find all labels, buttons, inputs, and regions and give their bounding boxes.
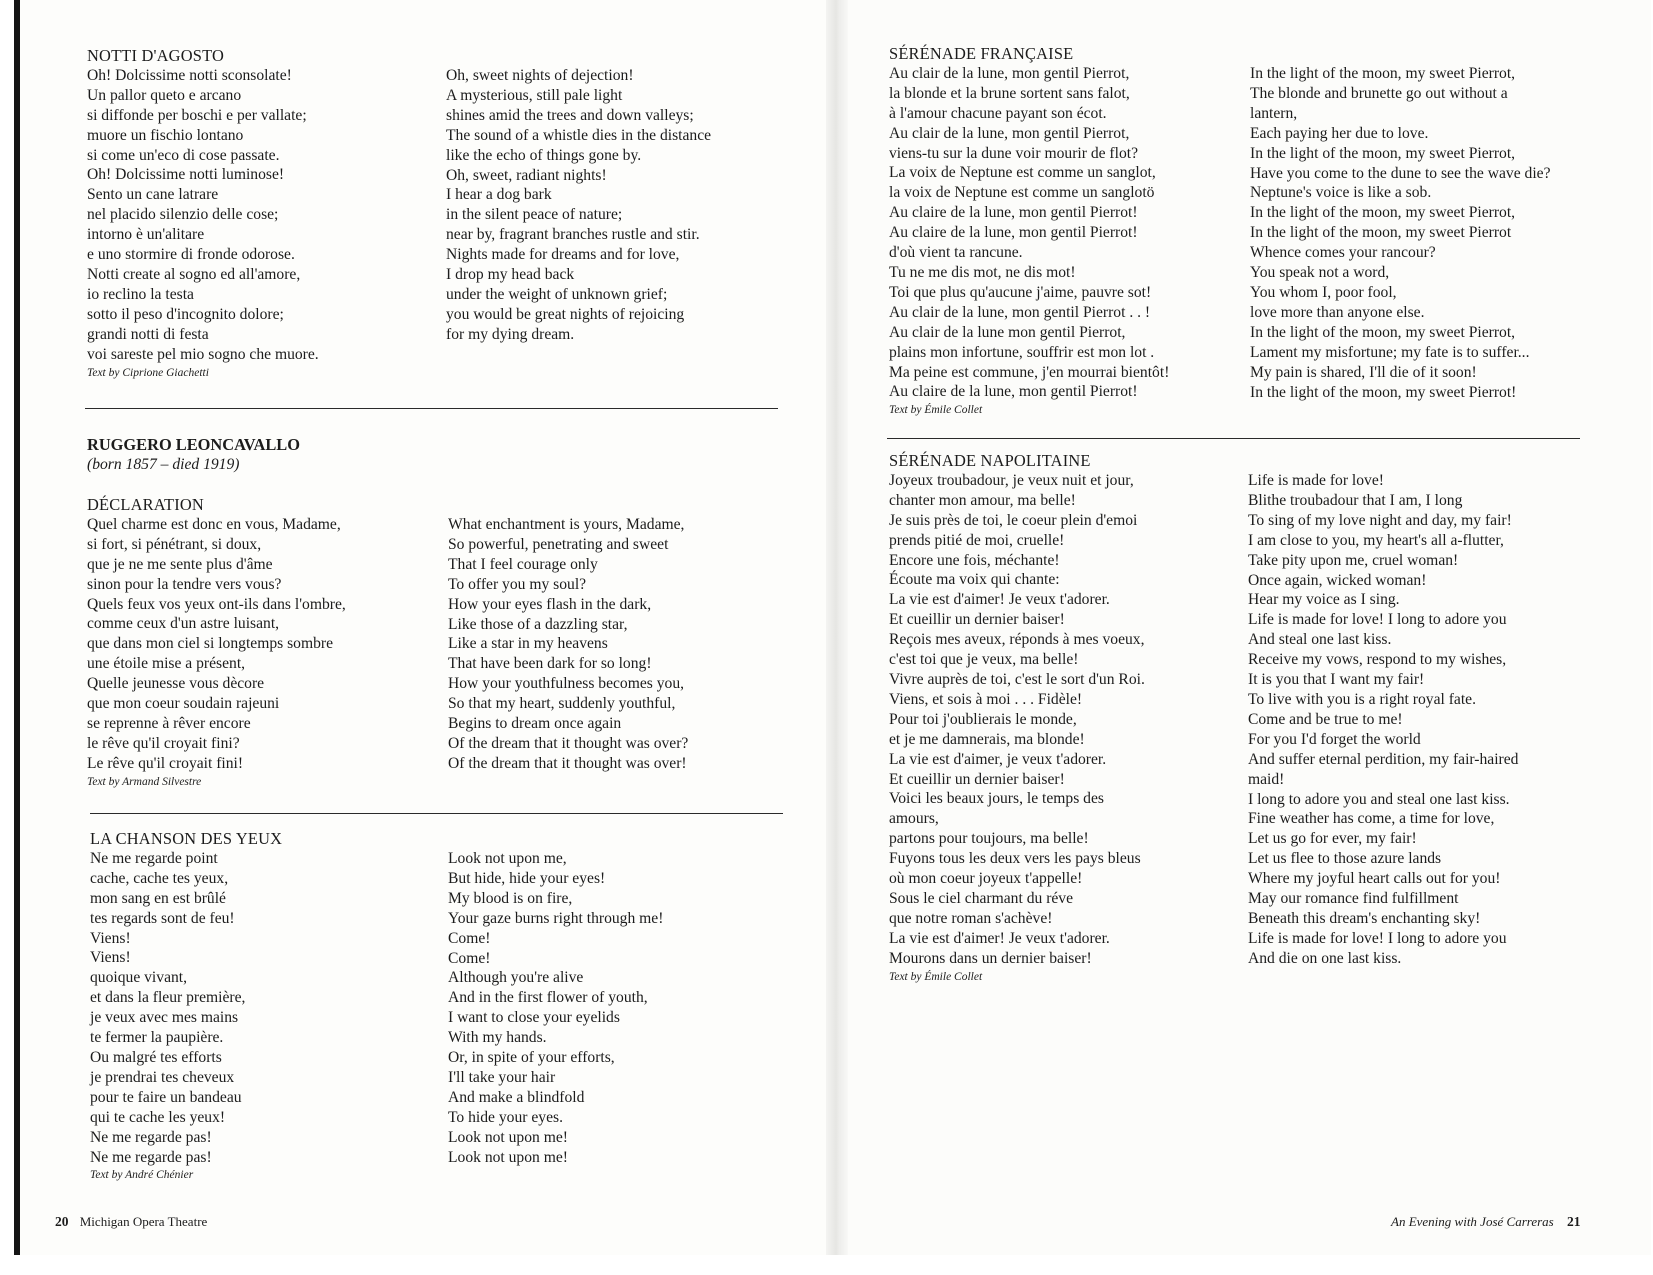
lyric-line: Look not upon me!: [448, 1128, 568, 1146]
section-divider: [90, 813, 783, 814]
napolitaine-original-column: [889, 451, 1239, 985]
lyric-line: To hide your eyes.: [448, 1108, 563, 1126]
lyric-line: Quel charme est donc en vous, Madame,: [87, 515, 341, 533]
lyric-line: I'll take your hair: [448, 1068, 556, 1086]
lyric-line: In the light of the moon, my sweet Pierrot: [1250, 224, 1512, 242]
lyric-line: In the light of the moon, my sweet Pierrot,: [1250, 323, 1516, 341]
lyrics-translation: [1248, 471, 1608, 969]
song-title: DÉCLARATION: [87, 495, 204, 514]
lyric-line: Begins to dream once again: [448, 715, 622, 733]
lyric-line: To sing of my love night and day, my fair!: [1248, 511, 1512, 529]
section-divider: [887, 438, 1580, 439]
lyric-line: chanter mon amour, ma belle!: [889, 491, 1076, 509]
lyric-line: Let us go for ever, my fair!: [1248, 830, 1417, 848]
chanson-original-column: [90, 829, 420, 1183]
lyric-line: que mon coeur soudain rajeuni: [87, 695, 280, 713]
lyric-line: Where my joyful heart calls out for you!: [1248, 870, 1501, 888]
lyric-line: Like those of a dazzling star,: [448, 615, 628, 633]
lyric-line: Quels feux vos yeux ont-ils dans l'ombre,: [87, 595, 346, 613]
lyric-line: Whence comes your rancour?: [1250, 244, 1436, 262]
lyric-line: Au clair de la lune mon gentil Pierrot,: [889, 323, 1126, 341]
lyric-line: Although you're alive: [448, 969, 584, 987]
lyric-line: La vie est d'aimer, je veux t'adorer.: [889, 750, 1107, 768]
lyric-line: Oh, sweet nights of dejection!: [446, 67, 634, 84]
lyric-line: comme ceux d'un astre luisant,: [87, 615, 280, 633]
lyric-line: Au clair de la lune, mon gentil Pierrot,: [889, 64, 1130, 82]
declaration-translation-column: [448, 515, 788, 774]
lyric-line: Je suis près de toi, le coeur plein d'emoi: [889, 511, 1138, 529]
lyrics-original: [87, 515, 427, 774]
lyric-line: muore un fischio lontano: [87, 126, 244, 144]
lyrics-original: [87, 66, 417, 365]
composer-dates: (born 1857 – died 1919): [87, 455, 240, 473]
text-credit: Text by Émile Collet: [889, 970, 983, 983]
lyric-line: In the light of the moon, my sweet Pierrot,: [1250, 204, 1516, 222]
lyric-line: La vie est d'aimer! Je veux t'adorer.: [889, 591, 1110, 609]
lyric-line: Sento un cane latrare: [87, 186, 219, 204]
lyric-line: Or, in spite of your efforts,: [448, 1049, 615, 1067]
lyric-line: Au clair de la lune, mon gentil Pierrot,: [889, 124, 1130, 142]
lyric-line: like the echo of things gone by.: [446, 146, 642, 164]
lyric-line: Quelle jeunesse vous dècore: [87, 675, 265, 693]
lyric-line: Of the dream that it thought was over?: [448, 734, 689, 752]
lyric-line: prends pitié de moi, cruelle!: [889, 531, 1065, 549]
lyric-line: Beneath this dream's enchanting sky!: [1248, 909, 1481, 927]
lyric-line: Joyeux troubadour, je veux nuit et jour,: [889, 471, 1134, 489]
lyric-line: My blood is on fire,: [448, 889, 573, 907]
lyric-line: To live with you is a right royal fate.: [1248, 690, 1476, 708]
lyric-line: Ne me regarde pas!: [90, 1128, 212, 1146]
lyric-line: Look not upon me,: [448, 850, 567, 867]
lyric-line: Au clair de la lune, mon gentil Pierrot . . !: [889, 303, 1151, 321]
lyric-line: Tu ne me dis mot, ne dis mot!: [889, 263, 1076, 281]
lyric-line: Blithe troubadour that I am, I long: [1248, 491, 1463, 509]
lyric-line: Oh! Dolcissime notti sconsolate!: [87, 66, 292, 84]
lyric-line: pour te faire un bandeau: [90, 1088, 242, 1106]
lyric-line: Come and be true to me!: [1248, 710, 1403, 728]
lyric-line: Et cueillir un dernier baiser!: [889, 770, 1065, 788]
lyric-line: La vie est d'aimer! Je veux t'adorer.: [889, 929, 1110, 947]
lyric-line: Viens!: [90, 929, 131, 947]
lyric-line: Life is made for love!: [1248, 472, 1384, 489]
lyric-line: Hear my voice as I sing.: [1248, 591, 1400, 609]
lyric-line: La voix de Neptune est comme un sanglot,: [889, 164, 1156, 182]
lyric-line: I want to close your eyelids: [448, 1009, 620, 1027]
lyric-line: And in the first flower of youth,: [448, 989, 648, 1007]
lyric-line: Voici les beaux jours, le temps des: [889, 790, 1104, 808]
lyric-line: Oh! Dolcissime notti luminose!: [87, 166, 285, 184]
lyric-line: lantern,: [1250, 104, 1298, 122]
lyric-line: que dans mon ciel si longtemps sombre: [87, 635, 333, 653]
declaration-original-column: [87, 495, 427, 790]
lyric-line: The blonde and brunette go out without a: [1250, 84, 1508, 102]
lyric-line: Take pity upon me, cruel woman!: [1248, 551, 1459, 569]
lyric-line: sotto il peso d'incognito dolore;: [87, 305, 284, 323]
lyric-line: Toi que plus qu'aucune j'aime, pauvre sot!: [889, 283, 1152, 301]
lyric-line: To offer you my soul?: [448, 575, 587, 593]
lyrics-translation: [1250, 64, 1630, 402]
napolitaine-translation-column: [1248, 471, 1608, 969]
lyric-line: amours,: [889, 810, 939, 828]
lyric-line: c'est toi que je veux, ma belle!: [889, 651, 1079, 669]
lyric-line: Look not upon me!: [448, 1148, 568, 1166]
song-title: SÉRÉNADE NAPOLITAINE: [889, 451, 1091, 470]
lyrics-translation: [448, 515, 788, 774]
francaise-translation-column: [1250, 64, 1630, 402]
lyric-line: I long to adore you and steal one last kiss.: [1248, 790, 1510, 808]
lyric-line: si come un'eco di cose passate.: [87, 146, 280, 164]
lyrics-original: [889, 471, 1239, 969]
song-title: NOTTI D'AGOSTO: [87, 46, 225, 65]
book-gutter: [826, 0, 848, 1255]
lyric-line: Have you come to the dune to see the wave die?: [1250, 164, 1551, 182]
lyric-line: tes regards sont de feu!: [90, 909, 235, 927]
lyric-line: cache, cache tes yeux,: [90, 869, 229, 887]
lyric-line: Once again, wicked woman!: [1248, 571, 1427, 589]
lyric-line: Écoute ma voix qui chante:: [889, 571, 1060, 589]
lyric-line: je prendrai tes cheveux: [90, 1068, 235, 1086]
lyric-line: io reclino la testa: [87, 285, 194, 303]
section-divider: [85, 408, 778, 409]
page-number: 20: [55, 1214, 69, 1229]
lyric-line: Of the dream that it thought was over!: [448, 754, 687, 772]
lyric-line: In the light of the moon, my sweet Pierrot,: [1250, 144, 1516, 162]
lyric-line: la voix de Neptune est comme un sanglotö: [889, 184, 1155, 202]
song-title: SÉRÉNADE FRANÇAISE: [889, 44, 1074, 63]
lyric-line: That have been dark for so long!: [448, 655, 652, 673]
lyric-line: A mysterious, still pale light: [446, 86, 623, 104]
lyric-line: Fine weather has come, a time for love,: [1248, 810, 1495, 828]
lyric-line: And make a blindfold: [448, 1088, 585, 1106]
lyric-line: Lament my misfortune; my fate is to suffer...: [1250, 343, 1530, 361]
lyric-line: My pain is shared, I'll die of it soon!: [1250, 363, 1477, 381]
lyric-line: viens-tu sur la dune voir mourir de flot?: [889, 144, 1139, 162]
lyric-line: d'où vient ta rancune.: [889, 244, 1023, 262]
lyric-line: Au claire de la lune, mon gentil Pierrot!: [889, 204, 1138, 222]
publication-name: Michigan Opera Theatre: [79, 1214, 208, 1229]
lyric-line: si diffonde per boschi e per vallate;: [87, 106, 307, 124]
lyric-line: I hear a dog bark: [446, 186, 552, 204]
lyric-line: que je ne me sente plus d'âme: [87, 555, 273, 573]
lyrics-original: [889, 64, 1249, 402]
lyric-line: Sous le ciel charmant du réve: [889, 889, 1074, 907]
lyric-line: I am close to you, my heart's all a-flutter,: [1248, 531, 1504, 549]
lyric-line: Reçois mes aveux, réponds à mes voeux,: [889, 631, 1145, 649]
lyrics-original: [90, 849, 420, 1168]
lyric-line: voi sareste pel mio sogno che muore.: [87, 345, 319, 363]
lyric-line: And die on one last kiss.: [1248, 949, 1402, 967]
lyric-line: Fuyons tous les deux vers les pays bleus: [889, 850, 1141, 868]
lyric-line: How your youthfulness becomes you,: [448, 675, 685, 693]
lyric-line: Viens, et sois à moi . . . Fidèle!: [889, 690, 1083, 708]
publication-name: An Evening with José Carreras: [1391, 1214, 1554, 1229]
lyric-line: Ma peine est commune, j'en mourrai bientôt!: [889, 363, 1170, 381]
lyric-line: partons pour toujours, ma belle!: [889, 830, 1089, 848]
lyric-line: et je me damnerais, ma blonde!: [889, 730, 1085, 748]
lyric-line: Let us flee to those azure lands: [1248, 850, 1442, 868]
lyric-line: With my hands.: [448, 1029, 547, 1047]
lyric-line: Life is made for love! I long to adore you: [1248, 929, 1507, 947]
song-title: LA CHANSON DES YEUX: [90, 829, 283, 848]
lyric-line: Ne me regarde point: [90, 849, 218, 867]
lyric-line: Ne me regarde pas!: [90, 1148, 212, 1166]
composer-name: RUGGERO LEONCAVALLO: [87, 435, 300, 454]
lyric-line: se reprenne à rêver encore: [87, 714, 251, 732]
lyric-line: Vivre auprès de toi, c'est le sort d'un Roi.: [889, 670, 1145, 688]
lyric-line: How your eyes flash in the dark,: [448, 595, 652, 613]
lyric-line: Each paying her due to love.: [1250, 124, 1429, 142]
chanson-translation-column: [448, 849, 788, 1168]
lyric-line: The sound of a whistle dies in the distance: [446, 126, 712, 144]
left-page-footer: [55, 1214, 207, 1230]
lyric-line: mon sang en est brûlé: [90, 889, 226, 907]
lyrics-translation: [448, 849, 788, 1168]
lyric-line: Like a star in my heavens: [448, 635, 608, 653]
page-number: 21: [1566, 1214, 1581, 1229]
lyric-line: Et cueillir un dernier baiser!: [889, 611, 1065, 629]
lyric-line: love more than anyone else.: [1250, 303, 1425, 321]
lyric-line: So powerful, penetrating and sweet: [448, 535, 669, 553]
lyric-line: la blonde et la brune sortent sans falot,: [889, 84, 1130, 102]
lyric-line: But hide, hide your eyes!: [448, 869, 606, 887]
lyric-line: nel placido silenzio delle cose;: [87, 206, 279, 224]
lyric-line: e uno stormire di fronde odorose.: [87, 246, 295, 264]
lyric-line: à l'amour chacune payant son écot.: [889, 104, 1107, 122]
lyric-line: Ou malgré tes efforts: [90, 1048, 222, 1066]
lyric-line: où mon coeur joyeux t'appelle!: [889, 870, 1083, 888]
lyric-line: you would be great nights of rejoicing: [446, 305, 685, 323]
text-credit: Text by Armand Silvestre: [87, 775, 202, 788]
lyric-line: Come!: [448, 929, 491, 947]
lyric-line: Your gaze burns right through me!: [448, 909, 664, 927]
lyric-line: Receive my vows, respond to my wishes,: [1248, 651, 1507, 669]
lyric-line: So that my heart, suddenly youthful,: [448, 695, 676, 713]
lyric-line: It is you that I want my fair!: [1248, 671, 1425, 689]
lyric-line: sinon pour la tendre vers vous?: [87, 575, 282, 593]
lyrics-translation: [446, 66, 786, 345]
lyric-line: You speak not a word,: [1250, 264, 1390, 282]
lyric-line: And steal one last kiss.: [1248, 631, 1392, 649]
lyric-line: Le rêve qu'il croyait fini!: [87, 754, 244, 772]
composer-heading: [87, 435, 417, 475]
lyric-line: Life is made for love! I long to adore you: [1248, 611, 1507, 629]
lyric-line: Mourons dans un dernier baiser!: [889, 949, 1092, 967]
lyric-line: grandi notti di festa: [87, 325, 209, 343]
lyric-line: une étoile mise a présent,: [87, 655, 246, 673]
lyric-line: plains mon infortune, souffrir est mon lot .: [889, 343, 1155, 361]
lyric-line: May our romance find fulfillment: [1248, 890, 1459, 908]
lyric-line: Encore une fois, méchante!: [889, 551, 1060, 569]
lyric-line: And suffer eternal perdition, my fair-haired: [1248, 750, 1519, 768]
lyric-line: Au claire de la lune, mon gentil Pierrot!: [889, 383, 1138, 401]
lyric-line: shines amid the trees and down valleys;: [446, 106, 694, 124]
lyric-line: Viens!: [90, 949, 131, 967]
text-credit: Text by Ciprione Giachetti: [87, 366, 209, 379]
lyric-line: under the weight of unknown grief;: [446, 285, 668, 303]
notti-original-column: [87, 46, 417, 381]
lyric-line: In the light of the moon, my sweet Pierrot!: [1250, 383, 1517, 401]
lyric-line: te fermer la paupière.: [90, 1029, 224, 1047]
lyric-line: intorno è un'alitare: [87, 226, 205, 244]
lyric-line: For you I'd forget the world: [1248, 730, 1421, 748]
lyric-line: Pour toi j'oublierais le monde,: [889, 710, 1077, 728]
francaise-original-column: [889, 44, 1249, 418]
lyric-line: What enchantment is yours, Madame,: [448, 516, 685, 533]
lyric-line: maid!: [1248, 770, 1285, 788]
lyric-line: in the silent peace of nature;: [446, 206, 623, 224]
lyric-line: Un pallor queto e arcano: [87, 86, 242, 104]
lyric-line: le rêve qu'il croyait fini?: [87, 734, 240, 752]
lyric-line: Au claire de la lune, mon gentil Pierrot!: [889, 224, 1138, 242]
notti-translation-column: [446, 66, 786, 345]
lyric-line: I drop my head back: [446, 266, 575, 284]
lyric-line: for my dying dream.: [446, 325, 575, 343]
lyric-line: Neptune's voice is like a sob.: [1250, 184, 1432, 202]
lyric-line: near by, fragrant branches rustle and stir.: [446, 226, 700, 244]
lyric-line: Come!: [448, 949, 491, 967]
lyric-line: In the light of the moon, my sweet Pierrot,: [1250, 65, 1516, 82]
lyric-line: Notti create al sogno ed all'amore,: [87, 265, 301, 283]
lyric-line: que notre roman s'achève!: [889, 909, 1053, 927]
text-credit: Text by André Chénier: [90, 1169, 194, 1182]
lyric-line: That I feel courage only: [448, 555, 598, 573]
lyric-line: quoique vivant,: [90, 969, 188, 987]
lyric-line: You whom I, poor fool,: [1250, 283, 1397, 301]
right-page-footer: [1391, 1214, 1588, 1230]
lyric-line: Nights made for dreams and for love,: [446, 246, 680, 264]
lyric-line: si fort, si pénétrant, si doux,: [87, 535, 262, 553]
lyric-line: je veux avec mes mains: [90, 1009, 239, 1027]
lyric-line: qui te cache les yeux!: [90, 1108, 226, 1126]
lyric-line: Oh, sweet, radiant nights!: [446, 166, 607, 184]
lyric-line: et dans la fleur première,: [90, 989, 246, 1007]
text-credit: Text by Émile Collet: [889, 404, 983, 417]
